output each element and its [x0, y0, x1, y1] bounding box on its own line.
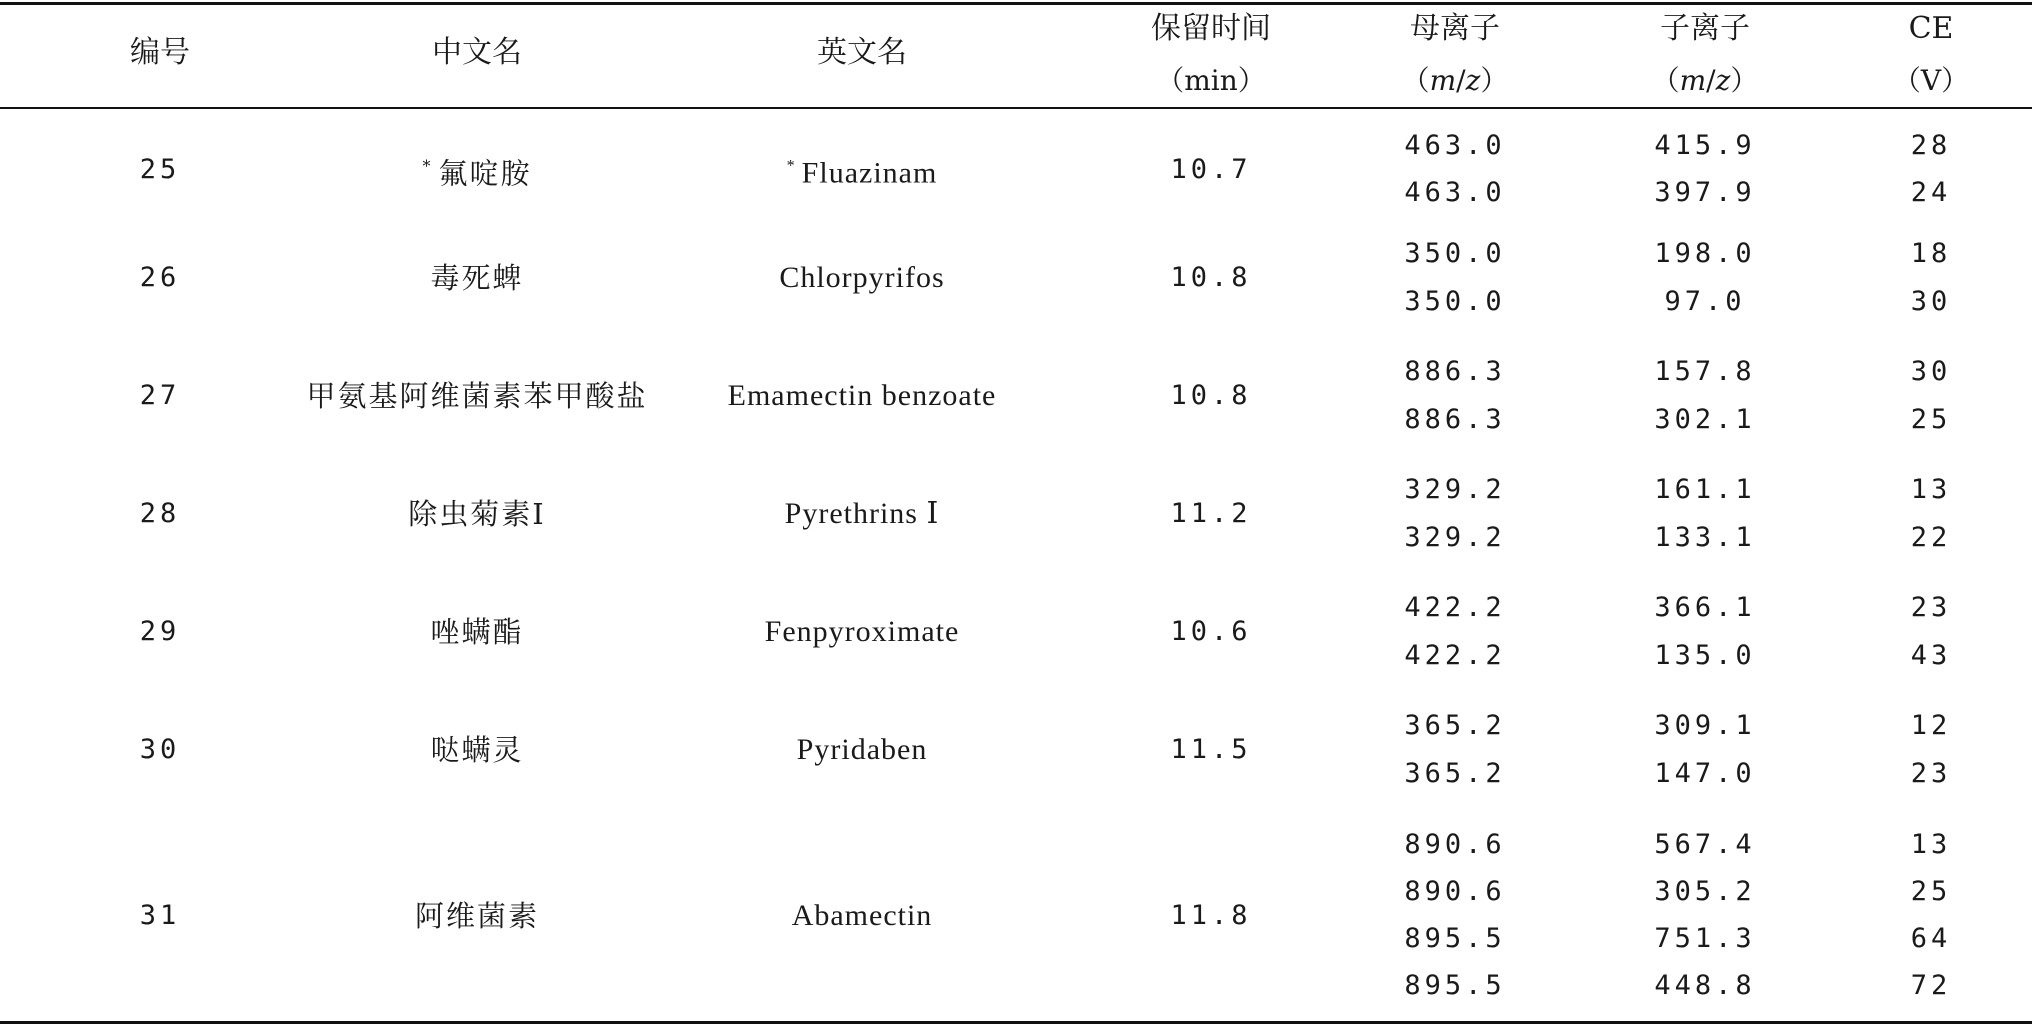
row-en-name: [728, 379, 997, 413]
ce-value-text: 24: [1910, 177, 1952, 208]
header-product-ion: [1652, 12, 1759, 98]
parent-ion-value: [1404, 875, 1505, 909]
product-ion-value-text: 161.1: [1654, 474, 1756, 505]
header-id-label: 编号: [130, 35, 190, 70]
row-id: [140, 615, 181, 649]
parent-ion-value: [1404, 355, 1505, 389]
row-en-name-text: Pyridaben: [796, 733, 928, 766]
row-id: [140, 153, 181, 187]
parent-ion-value-text: 895.5: [1404, 923, 1506, 954]
unit-m: m: [1429, 64, 1457, 97]
parent-ion-value-text: 365.2: [1404, 710, 1506, 741]
ce-value-text: 28: [1910, 130, 1952, 161]
ce-value: [1911, 473, 1952, 507]
row-cn-name-text: 毒死蜱: [430, 261, 524, 295]
parent-ion-value: [1404, 969, 1505, 1003]
ce-value: [1911, 176, 1952, 210]
ce-value: [1911, 828, 1952, 862]
row-cn-name: [430, 733, 523, 767]
row-en-name-text: Fluazinam: [801, 156, 938, 189]
unit-open: （: [1401, 64, 1430, 97]
unit-close: ）: [1730, 64, 1759, 97]
row-retention-time-text: 10.8: [1170, 262, 1252, 293]
row-retention-time-text: 11.5: [1170, 734, 1252, 765]
ce-value: [1911, 285, 1952, 319]
parent-ion-value: [1404, 237, 1505, 271]
ce-value: [1911, 403, 1952, 437]
parent-ion-value-text: 463.0: [1404, 130, 1506, 161]
ce-value-text: 23: [1910, 592, 1952, 623]
parent-ion-value: [1404, 176, 1505, 210]
row-cn-name-text: 唑螨酯: [430, 615, 524, 649]
row-retention-time: [1170, 497, 1251, 531]
product-ion-value: [1654, 709, 1755, 743]
parent-ion-value: [1404, 129, 1505, 163]
product-ion-value-text: 309.1: [1654, 710, 1756, 741]
product-ion-value: [1654, 757, 1755, 791]
row-id: [140, 733, 181, 767]
product-ion-value: [1664, 285, 1745, 319]
parent-ion-value-text: 350.0: [1404, 286, 1506, 317]
product-ion-value-text: 567.4: [1654, 829, 1756, 860]
row-cn-name-text: 氟啶胺: [438, 156, 532, 190]
parent-ion-value: [1404, 922, 1505, 956]
product-ion-value: [1654, 591, 1755, 625]
unit-z: z: [1465, 64, 1481, 97]
row-id: [140, 497, 181, 531]
product-ion-value: [1654, 473, 1755, 507]
ce-value-text: 64: [1910, 923, 1952, 954]
row-cn-name: [430, 261, 523, 295]
ce-value: [1911, 237, 1952, 271]
parent-ion-value: [1404, 521, 1505, 555]
row-en-name: [785, 497, 940, 531]
row-en-name: [787, 149, 938, 190]
product-ion-value-text: 415.9: [1654, 130, 1756, 161]
row-retention-time-text: 10.8: [1170, 380, 1252, 411]
product-ion-value: [1654, 237, 1755, 271]
row-retention-time: [1170, 379, 1251, 413]
row-cn-name-text: 甲氨基阿维菌素苯甲酸盐: [306, 379, 648, 413]
row-id-text: 25: [139, 153, 181, 185]
product-ion-value: [1654, 875, 1755, 909]
parent-ion-value-text: 463.0: [1404, 177, 1506, 208]
parent-ion-value-text: 329.2: [1404, 522, 1506, 553]
product-ion-value-text: 448.8: [1654, 970, 1756, 1001]
product-ion-value-text: 198.0: [1654, 238, 1756, 269]
ce-value-text: 13: [1910, 829, 1952, 860]
ce-value-text: 72: [1910, 970, 1952, 1001]
parent-ion-value-text: 350.0: [1404, 238, 1506, 269]
header-product-ion-unit: [1652, 64, 1759, 98]
row-retention-time: [1170, 615, 1251, 649]
ce-value-text: 23: [1910, 758, 1952, 789]
footnote-mark: *: [422, 156, 433, 175]
row-id-text: 31: [139, 899, 181, 931]
table-bottom-rule: [0, 1021, 2032, 1024]
parent-ion-value-text: 886.3: [1404, 356, 1506, 387]
header-ce-label: CE: [1908, 11, 1954, 46]
product-ion-value: [1654, 922, 1755, 956]
row-retention-time-text: 10.6: [1170, 616, 1252, 647]
unit-open: （: [1651, 64, 1680, 97]
product-ion-value-text: 133.1: [1654, 522, 1756, 553]
product-ion-value: [1654, 521, 1755, 555]
row-retention-time: [1170, 153, 1251, 187]
ce-value: [1911, 709, 1952, 743]
product-ion-value: [1654, 129, 1755, 163]
unit-m: m: [1679, 64, 1707, 97]
row-en-name-text: Emamectin benzoate: [727, 379, 997, 412]
ce-value: [1911, 969, 1952, 1003]
row-en-name: [797, 733, 928, 767]
product-ion-value-text: 157.8: [1654, 356, 1756, 387]
row-en-name: [779, 261, 944, 295]
table-top-rule: [0, 2, 2032, 5]
parent-ion-value-text: 890.6: [1404, 876, 1506, 907]
row-id-text: 30: [139, 734, 181, 765]
header-parent-ion: [1402, 12, 1509, 98]
product-ion-value-text: 97.0: [1664, 286, 1746, 317]
row-cn-name-text: 除虫菊素Ⅰ: [408, 497, 546, 531]
header-ce-unit: （V）: [1892, 64, 1970, 97]
row-retention-time: [1170, 899, 1251, 933]
parent-ion-value: [1404, 403, 1505, 437]
parent-ion-value-text: 890.6: [1404, 829, 1506, 860]
product-ion-value: [1654, 403, 1755, 437]
footnote-mark: *: [786, 157, 796, 174]
ce-value: [1911, 875, 1952, 909]
ce-value: [1911, 757, 1952, 791]
row-cn-name-text: 阿维菌素: [414, 898, 540, 933]
parent-ion-value-text: 422.2: [1404, 640, 1506, 671]
header-collision-energy: [1893, 12, 1969, 98]
row-id: [140, 899, 181, 933]
header-retention-time: [1151, 12, 1271, 98]
product-ion-value: [1654, 828, 1755, 862]
header-retention-time-unit: （min）: [1156, 64, 1266, 97]
row-en-name-text: Abamectin: [791, 898, 933, 932]
row-cn-name: [415, 899, 539, 933]
parent-ion-value-text: 365.2: [1404, 758, 1506, 789]
product-ion-value: [1654, 355, 1755, 389]
row-retention-time: [1170, 261, 1251, 295]
ce-value-text: 30: [1910, 286, 1952, 317]
ce-value: [1911, 922, 1952, 956]
row-id: [140, 379, 181, 413]
row-cn-name-text: 哒螨灵: [430, 733, 524, 767]
parent-ion-value: [1404, 757, 1505, 791]
product-ion-value: [1654, 176, 1755, 210]
row-retention-time-text: 11.2: [1170, 498, 1252, 529]
ce-value: [1911, 355, 1952, 389]
ce-value-text: 12: [1910, 710, 1952, 741]
row-cn-name: [430, 615, 523, 649]
parent-ion-value: [1404, 709, 1505, 743]
product-ion-value-text: 135.0: [1654, 640, 1756, 671]
row-retention-time-text: 10.7: [1170, 153, 1252, 185]
row-id-text: 26: [139, 262, 181, 293]
ce-value-text: 18: [1910, 238, 1952, 269]
parent-ion-value: [1404, 285, 1505, 319]
row-cn-name: [422, 149, 531, 190]
product-ion-value-text: 397.9: [1654, 177, 1756, 208]
ce-value-text: 13: [1910, 474, 1952, 505]
row-en-name-text: Pyrethrins Ⅰ: [784, 497, 940, 530]
parent-ion-value: [1404, 591, 1505, 625]
parent-ion-value: [1404, 639, 1505, 673]
header-cn-name: [432, 36, 522, 70]
parent-ion-value: [1404, 828, 1505, 862]
unit-close: ）: [1480, 64, 1509, 97]
row-retention-time-text: 11.8: [1170, 899, 1252, 931]
row-en-name: [792, 899, 933, 933]
ce-value: [1911, 591, 1952, 625]
product-ion-value-text: 147.0: [1654, 758, 1756, 789]
product-ion-value: [1654, 969, 1755, 1003]
header-id: [130, 36, 190, 70]
row-cn-name: [408, 497, 545, 531]
parent-ion-value-text: 329.2: [1404, 474, 1506, 505]
header-retention-time-label: 保留时间: [1151, 11, 1271, 46]
ce-value: [1911, 129, 1952, 163]
header-product-ion-label: 子离子: [1659, 11, 1750, 46]
row-id: [140, 261, 181, 295]
ce-value-text: 25: [1910, 876, 1952, 907]
product-ion-value: [1654, 639, 1755, 673]
header-parent-ion-label: 母离子: [1409, 11, 1500, 46]
parent-ion-value-text: 895.5: [1404, 970, 1506, 1001]
product-ion-value-text: 302.1: [1654, 404, 1756, 435]
row-en-name: [765, 615, 960, 649]
parent-ion-value: [1404, 473, 1505, 507]
parent-ion-value-text: 886.3: [1404, 404, 1506, 435]
ce-value-text: 25: [1910, 404, 1952, 435]
product-ion-value-text: 751.3: [1654, 923, 1756, 954]
ce-value: [1911, 639, 1952, 673]
ce-value-text: 43: [1910, 640, 1952, 671]
row-en-name-text: Fenpyroximate: [764, 615, 960, 648]
unit-z: z: [1715, 64, 1731, 97]
table-header-rule: [0, 107, 2032, 109]
row-id-text: 29: [139, 616, 181, 647]
ce-value: [1911, 521, 1952, 555]
ce-value-text: 22: [1910, 522, 1952, 553]
row-id-text: 28: [139, 498, 181, 529]
product-ion-value-text: 305.2: [1654, 876, 1756, 907]
unit-slash: /: [1706, 64, 1716, 97]
row-cn-name: [306, 379, 647, 413]
row-retention-time: [1170, 733, 1251, 767]
header-parent-ion-unit: [1402, 64, 1509, 98]
header-en-name-label: 英文名: [817, 35, 907, 70]
unit-slash: /: [1456, 64, 1466, 97]
row-en-name-text: Chlorpyrifos: [779, 261, 945, 294]
header-cn-name-label: 中文名: [432, 35, 522, 70]
product-ion-value-text: 366.1: [1654, 592, 1756, 623]
parent-ion-value-text: 422.2: [1404, 592, 1506, 623]
row-id-text: 27: [139, 380, 181, 411]
ce-value-text: 30: [1910, 356, 1952, 387]
header-en-name: [817, 36, 907, 70]
